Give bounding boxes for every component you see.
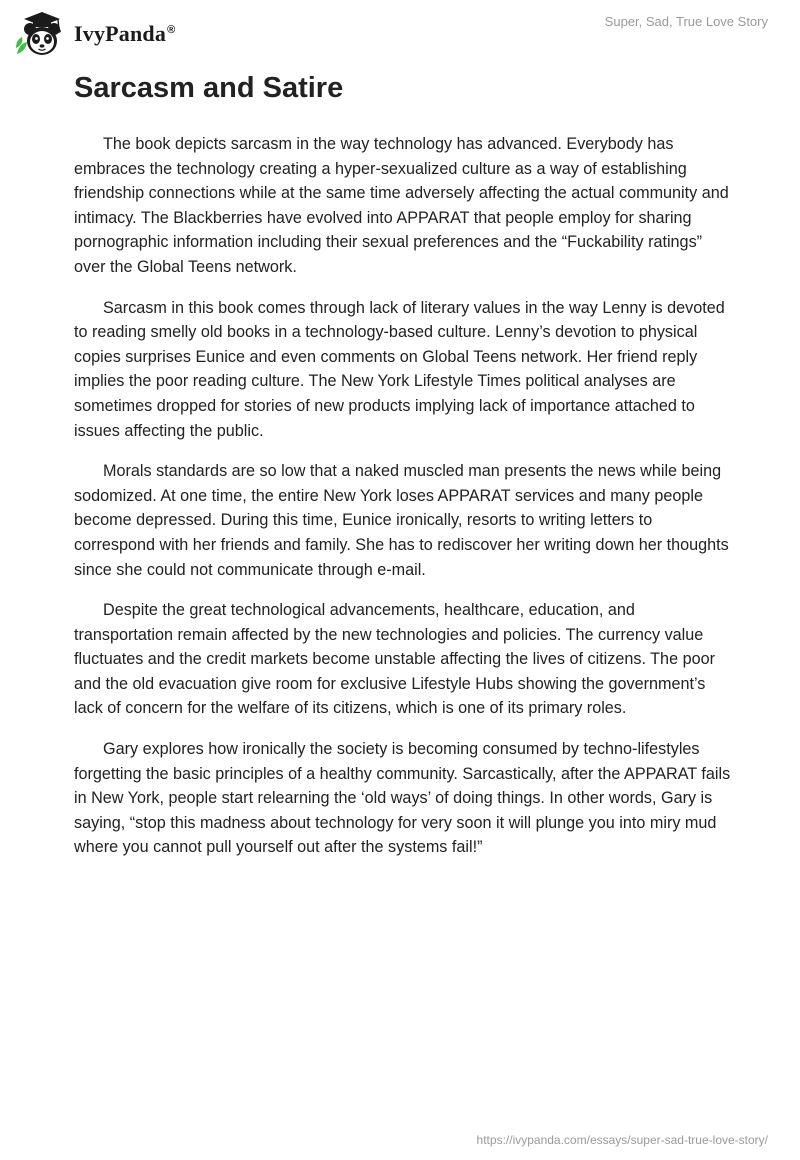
page-title: Sarcasm and Satire bbox=[74, 72, 344, 104]
paragraph: Morals standards are so low that a naked muscled man presents the news while being sodomized. At one time, the entire New York loses APPARAT services and many people become depressed. During this time, Eunice ironically, resorts to writing letters to correspond with her friends and family. She has to rediscover her writing down her thoughts since she could not communicate through e-mail. bbox=[74, 462, 729, 579]
essay-body bbox=[74, 132, 734, 876]
registered-mark: ® bbox=[167, 23, 176, 36]
paragraph: Despite the great technological advancements, healthcare, education, and transportation remain affected by the new technologies and policies. The currency value fluctuates and the credit markets become unstable affecting the lives of citizens. The poor and the old evacuation give room for exclusive Lifestyle Hubs showing the government’s lack of concern for the welfare of its citizens, which is one of its primary roles. bbox=[74, 601, 715, 718]
source-url[interactable]: https://ivypanda.com/essays/super-sad-true-love-story/ bbox=[476, 1133, 768, 1147]
brand-name bbox=[74, 21, 175, 47]
page-header bbox=[0, 0, 800, 64]
brand-name-text: IvyPanda bbox=[74, 21, 167, 46]
ivypanda-logo[interactable] bbox=[14, 8, 175, 58]
document-title: Super, Sad, True Love Story bbox=[604, 14, 768, 29]
paragraph: The book depicts sarcasm in the way technology has advanced. Everybody has embraces the technology creating a hyper-sexualized culture as a way of establishing friendship connections while at the same time adversely affecting the actual community and intimacy. The Blackberries have evolved into APPARAT that people employ for sharing pornographic information including their sexual preferences and the “Fuckability ratings” over the Global Teens network. bbox=[74, 135, 729, 276]
paragraph: Gary explores how ironically the society is becoming consumed by techno-lifestyles forgetting the basic principles of a healthy community. Sarcastically, after the APPARAT fails in New York, people start relearning the ‘old ways’ of doing things. In other words, Gary is saying, “stop this madness about technology for very soon it will plunge you into miry mud where you cannot pull yourself out after the systems fail!” bbox=[74, 740, 731, 857]
panda-graduation-cap-icon bbox=[14, 8, 70, 58]
paragraph: Sarcasm in this book comes through lack of literary values in the way Lenny is devoted to reading smelly old books in a technology-based culture. Lenny’s devotion to physical copies surprises Eunice and even comments on Global Teens network. Her friend reply implies the poor reading culture. The New York Lifestyle Times political analyses are sometimes dropped for stories of new products implying lack of importance attached to issues affecting the public. bbox=[74, 298, 725, 440]
